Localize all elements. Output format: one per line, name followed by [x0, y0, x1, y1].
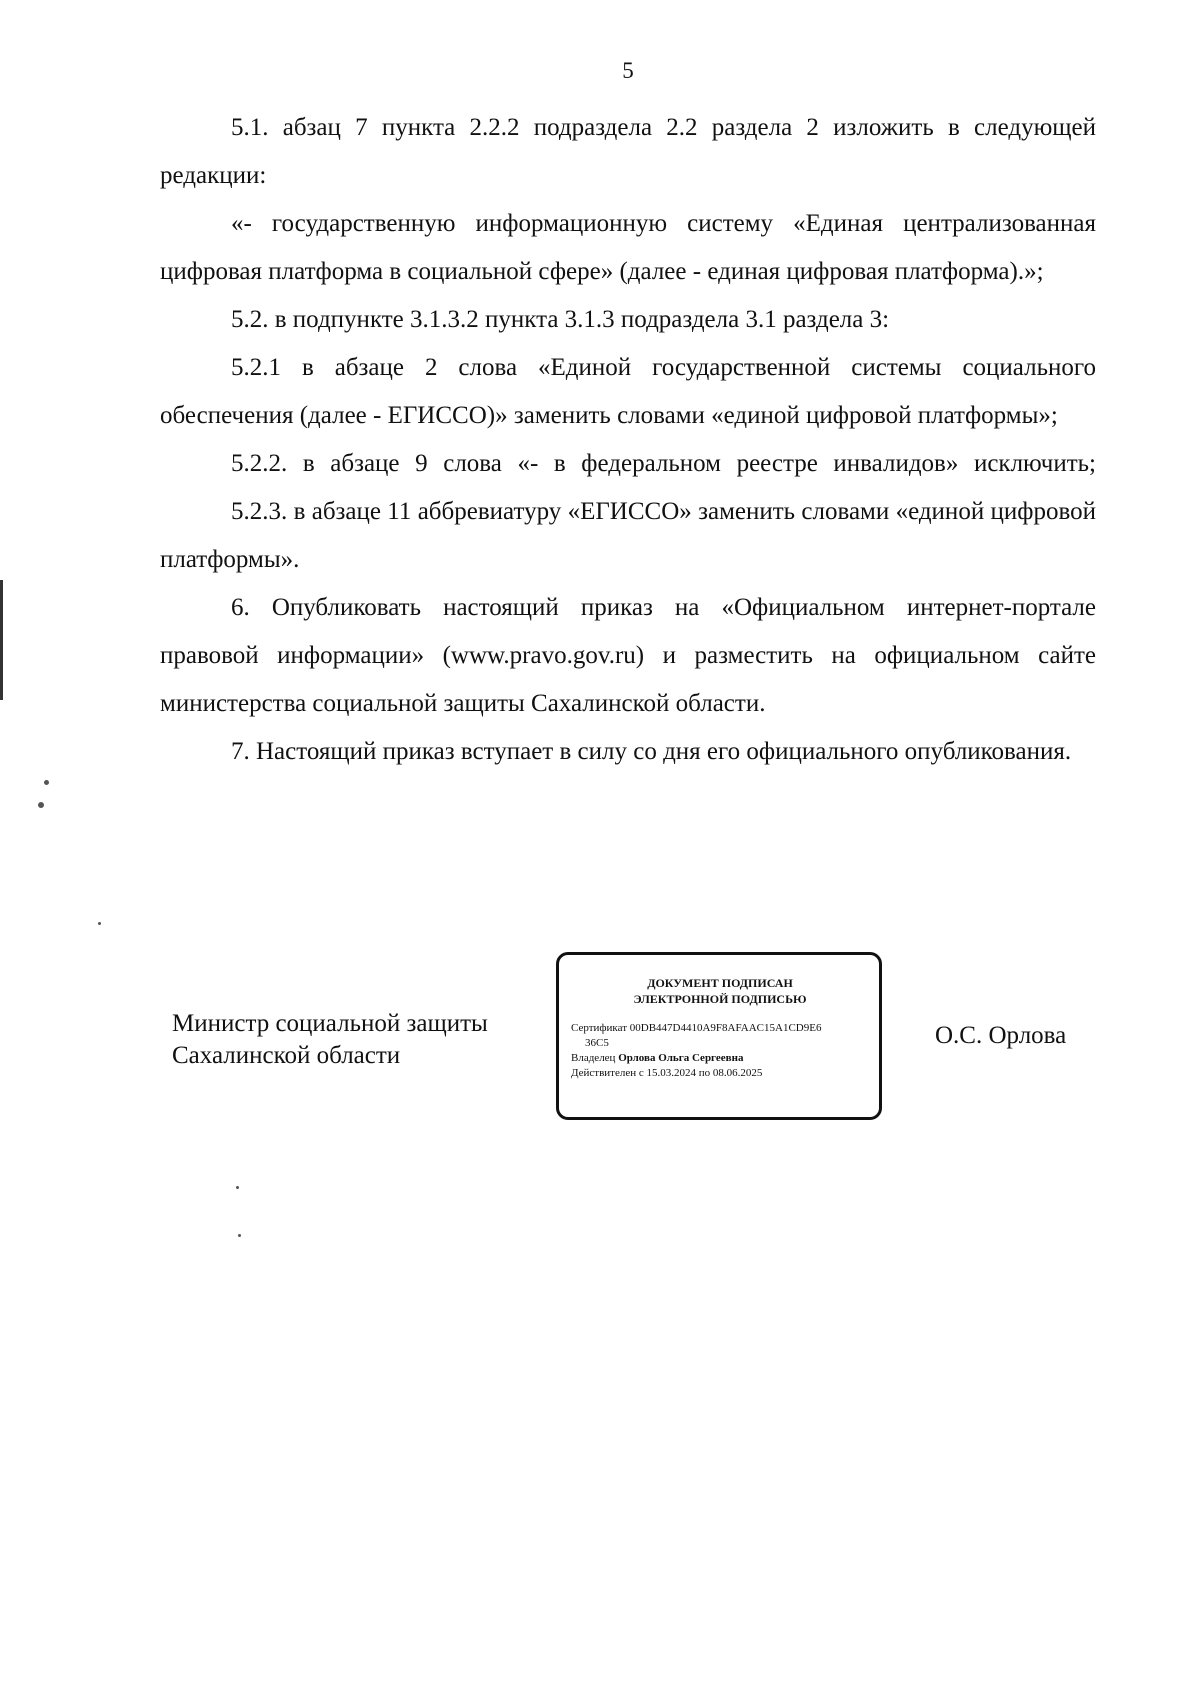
stamp-title-line1: ДОКУМЕНТ ПОДПИСАН [647, 976, 793, 990]
page-number: 5 [622, 58, 634, 83]
signatory-position-line1: Министр социальной защиты [172, 1010, 488, 1037]
paragraph-5-2-2: 5.2.2. в абзаце 9 слова «- в федеральном реестре инвалидов» исключить; [231, 450, 1096, 477]
paragraph-5-2-3: 5.2.3. в абзаце 11 аббревиатуру «ЕГИССО» заменить словами «единой цифровой платформы». [160, 498, 1096, 573]
electronic-signature-stamp [556, 952, 882, 1120]
stamp-certificate-label: Сертификат [571, 1022, 627, 1034]
stamp-validity: Действителен с 15.03.2024 по 08.06.2025 [571, 1067, 763, 1079]
scan-speck [238, 1234, 241, 1237]
stamp-owner-label: Владелец [571, 1052, 616, 1064]
stamp-certificate-value-cont: 36C5 [585, 1037, 609, 1049]
document-body [160, 104, 1096, 776]
stamp-certificate [571, 1021, 869, 1036]
paragraph-5-1: 5.1. абзац 7 пункта 2.2.2 подраздела 2.2 раздела 2 изложить в следующей редакции: [160, 114, 1096, 189]
stamp-certificate-value: 00DB447D4410A9F8AFAAC15A1CD9E6 [629, 1022, 822, 1034]
scan-speck [44, 780, 49, 785]
signatory-name: О.С. Орлова [935, 1022, 1067, 1049]
stamp-owner [571, 1051, 869, 1066]
scan-speck [236, 1186, 239, 1189]
scan-speck [98, 922, 101, 925]
stamp-title [571, 975, 869, 1007]
paragraph-5-1-quote: «- государственную информационную систему «Единая централизованная цифровая платформа в социальной сфере» (далее - единая цифровая платформа).»; [160, 210, 1096, 285]
paragraph-7: 7. Настоящий приказ вступает в силу со дня его официального опубликования. [231, 738, 1072, 765]
paragraph-5-2-1: 5.2.1 в абзаце 2 слова «Единой государственной системы социального обеспечения (далее - ЕГИССО)» заменить словами «единой цифровой платформы»; [160, 354, 1096, 429]
scan-speck [38, 802, 44, 808]
scan-edge-mark [0, 580, 3, 700]
signatory-position [172, 1008, 488, 1072]
paragraph-6: 6. Опубликовать настоящий приказ на «Официальном интернет-портале правовой информации» (www.pravo.gov.ru) и разместить на официальном сайте министерства социальной защиты Сахалинской области. [160, 594, 1096, 717]
stamp-title-line2: ЭЛЕКТРОННОЙ ПОДПИСЬЮ [633, 992, 807, 1006]
signatory-position-line2: Сахалинской области [172, 1042, 401, 1069]
paragraph-5-2: 5.2. в подпункте 3.1.3.2 пункта 3.1.3 подраздела 3.1 раздела 3: [231, 306, 890, 333]
stamp-owner-value: Орлова Ольга Сергеевна [618, 1052, 744, 1064]
